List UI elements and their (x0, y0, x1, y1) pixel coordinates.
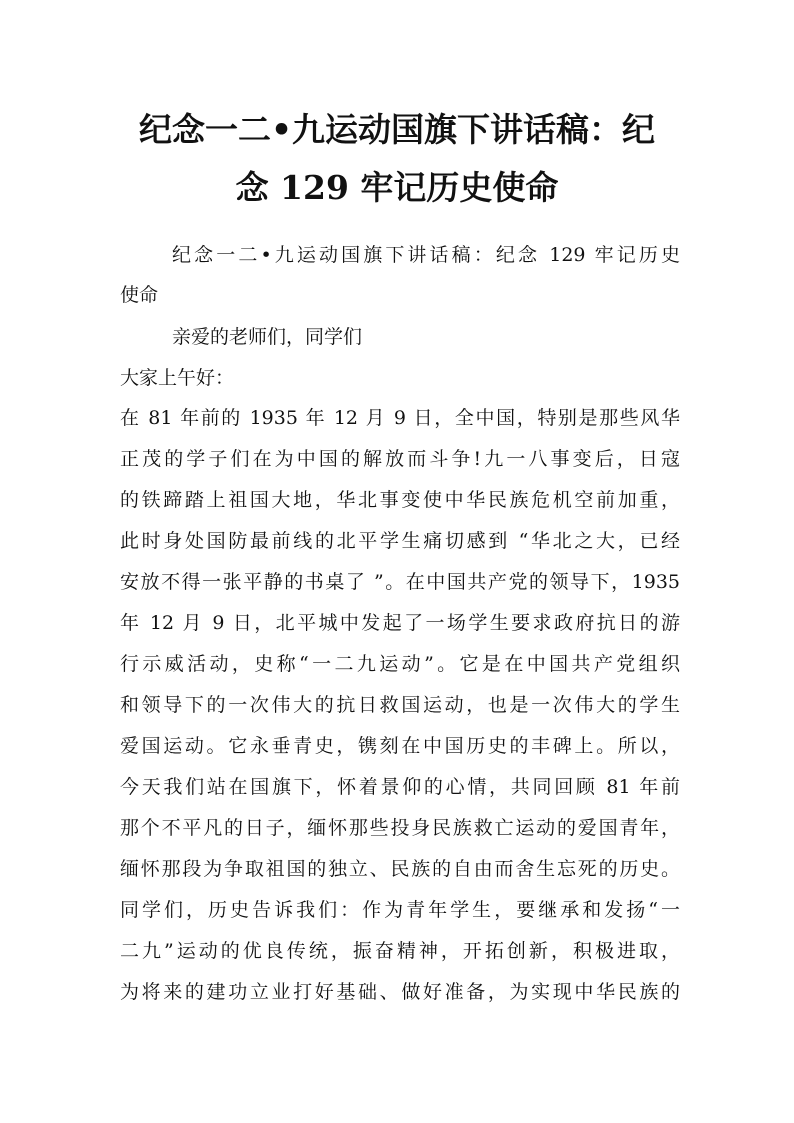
body-line: 年 12 月 9 日，北平城中发起了一场学生要求政府抗日的游 (120, 612, 680, 634)
body-line: 正茂的学子们在为中国的解放而斗争!九一八事变后，日寇 (120, 448, 680, 470)
body-line: 那个不平凡的日子，缅怀那些投身民族救亡运动的爱国青年， (120, 817, 680, 839)
document-title-line-1: 纪念一二•九运动国旗下讲话稿：纪 (138, 110, 656, 149)
document-title-line-2: 念 129 牢记历史使命 (235, 168, 559, 207)
body-line: 在 81 年前的 1935 年 12 月 9 日，全中国，特别是那些风华 (120, 407, 680, 429)
body-line: 二九”运动的优良传统，振奋精神，开拓创新，积极进取， (120, 940, 680, 962)
greeting: 大家上午好： (120, 367, 235, 389)
body-line: 爱国运动。它永垂青史，镌刻在中国历史的丰碑上。所以， (120, 735, 680, 757)
body-line: 安放不得一张平静的书桌了 ”。在中国共产党的领导下，1935 (120, 571, 680, 593)
subtitle-line-2: 使命 (120, 284, 159, 306)
body-line: 缅怀那段为争取祖国的独立、民族的自由而舍生忘死的历史。 (120, 858, 680, 880)
body-line: 此时身处国防最前线的北平学生痛切感到 “华北之大，已经 (120, 530, 680, 552)
subtitle-line-1: 纪念一二•九运动国旗下讲话稿：纪念 129 牢记历史 (172, 244, 680, 266)
body-line: 和领导下的一次伟大的抗日救国运动，也是一次伟大的学生 (120, 694, 680, 716)
body-line: 今天我们站在国旗下，怀着景仰的心情，共同回顾 81 年前 (120, 776, 680, 798)
body-line: 同学们，历史告诉我们：作为青年学生，要继承和发扬“一 (120, 899, 680, 921)
salutation: 亲爱的老师们，同学们 (172, 326, 363, 348)
body-line: 为将来的建功立业打好基础、做好准备，为实现中华民族的 (120, 981, 680, 1003)
body-line: 的铁蹄踏上祖国大地，华北事变使中华民族危机空前加重， (120, 489, 680, 511)
body-line: 行示威活动，史称“一二九运动”。它是在中国共产党组织 (120, 653, 680, 675)
